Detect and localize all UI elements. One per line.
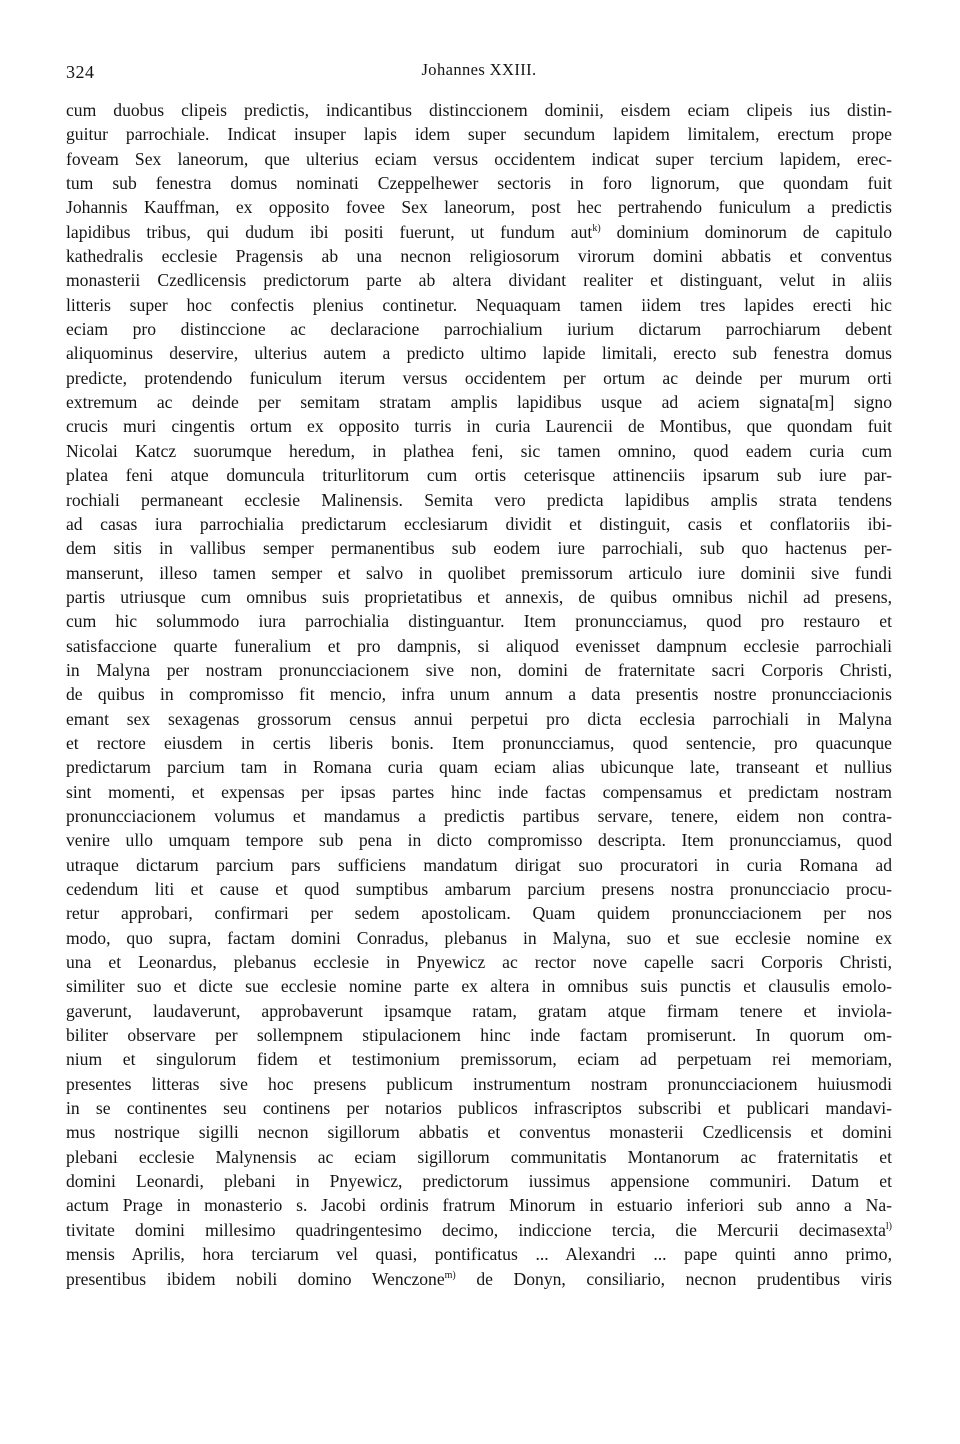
text-line: cum duobus clipeis predictis, indicantibus distinccionem dominii, eisdem eciam clipeis ius distin-	[66, 100, 892, 120]
text-line: nium et singulorum fidem et testimonium premissorum, eciam ad perpetuam rei memoriam,	[66, 1049, 892, 1070]
text-line: lapidibus tribus, qui dudum ibi positi fuerunt, ut fundum aut$^{k)}$ dominium dominorum de capitulo	[66, 221, 893, 242]
text-line: partis utriusque cum omnibus suis proprietatibus et annexis, de quibus omnibus nichil ad presens,	[66, 586, 892, 607]
text-line: ad casas iura parrochialia predictarum ecclesiarum dividit et distinguit, casis et conflatoriis ibi-	[66, 513, 892, 534]
text-line: in se continentes seu continens per notarios publicos infrascriptos subscribi et publicari mandavi-	[66, 1098, 892, 1119]
text-line: rochiali permaneant ecclesie Malinensis. Semita vero predicta lapidibus amplis strata tendens	[66, 489, 892, 510]
text-line: platea feni atque domuncula triturlitorum cum ortis ceterisque attinenciis ipsarum sub iure par-	[66, 465, 892, 486]
text-line: presentibus ibidem nobili domino Wenczone$^{m)}$ de Donyn, consiliario, necnon prudentibus viris	[66, 1268, 892, 1289]
text-line: Nicolai Katcz suorumque heredum, in plathea feni, sic tamen omnino, quod eadem curia cum	[66, 440, 892, 461]
text-line: cedendum liti et cause et quod sumptibus ambarum parcium presens nostra pronuncciacio procu-	[66, 879, 892, 899]
text-line: foveam Sex laneorum, que ulterius eciam versus occidentem indicat super tercium lapidem, erec-	[66, 148, 892, 169]
text-line: pronuncciacionem volumus et mandamus a predictis partibus servare, tenere, eidem non contra-	[66, 805, 892, 826]
text-line: mus nostrique sigilli necnon sigillorum abbatis et conventus monasterii Czedlicensis et domini	[66, 1122, 892, 1143]
running-head	[66, 56, 892, 96]
text-line: eciam pro distinccione ac declaracione parrochialium iurium dictarum parrochiarum debent	[66, 319, 892, 340]
text-line: domini Leonardi, plebani in Pnyewicz, predictorum iussimus appensione communiri. Datum et	[66, 1171, 892, 1192]
text-line: sint momenti, et expensas per ipsas partes hinc inde factas compensamus et predictam nostram	[66, 781, 892, 802]
text-line: de quibus in compromisso fit mencio, infra unum annum a data presentis nostre pronuncciacionis	[66, 684, 892, 705]
text-line: monasterii Czedlicensis predictorum parte ab altera dividant realiter et distinguant, velut in aliis	[66, 270, 892, 291]
text-line: dem sitis in vallibus semper permanentibus sub eodem iure parrochiali, sub quo hactenus per-	[66, 538, 892, 559]
text-line: tum sub fenestra domus nominati Czeppelhewer sectoris in foro lignorum, que quondam fuit	[66, 173, 892, 194]
text-line: extremum ac deinde per semitam stratam amplis lapidibus usque ad aciem signata[m] signo	[66, 392, 892, 413]
running-title: Johannes XXIII.	[421, 60, 537, 79]
text-line: cum hic solummodo iura parrochialia distinguantur. Item pronuncciamus, quod pro restauro et	[66, 611, 892, 632]
text-line: predicte, protendendo funiculum iterum versus occidentem per ortum ac deinde per murum orti	[66, 367, 892, 388]
text-line: una et Leonardus, plebanus ecclesie in Pnyewicz ac rector nove capelle sacri Corporis Christi,	[66, 952, 892, 973]
text-line: crucis muri cingentis ortum ex opposito turris in curia Laurencii de Montibus, que quondam fuit	[66, 416, 892, 437]
document-page	[66, 0, 892, 1291]
text-line: retur approbari, confirmari per sedem apostolicam. Quam quidem pronuncciacionem per nos	[66, 903, 892, 924]
text-line: aliquominus deservire, ulterius autem a predicto ultimo lapide limitali, erecto sub fenestra domus	[66, 343, 892, 364]
text-line: presentes litteras sive hoc presens publicum instrumentum nostram pronuncciacionem huiusmodi	[66, 1073, 892, 1094]
text-line: plebani ecclesie Malynensis ac eciam sigillorum communitatis Montanorum ac fraternitatis et	[66, 1146, 892, 1167]
footnote-marker: l)	[885, 1220, 892, 1232]
text-line: biliter observare per sollempnem stipulacionem hinc inde factam promiserunt. In quorum om-	[66, 1025, 892, 1046]
text-line: utraque dictarum parcium pars sufficiens mandatum dirigat suo procuratori in curia Romana ad	[66, 854, 892, 875]
text-line: in Malyna per nostram pronuncciacionem sive non, domini de fraternitate sacri Corporis Christi,	[66, 659, 892, 680]
text-line: predictarum parcium tam in Romana curia quam eciam alias ubicunque late, transeant et nullius	[66, 757, 892, 778]
text-line: litteris super hoc confectis plenius continetur. Nequaquam tamen iidem tres lapides erecti hic	[66, 294, 892, 315]
text-line: venire ullo umquam tempore sub pena in dicto compromisso descripta. Item pronuncciamus, quod	[66, 830, 892, 851]
text-line: guitur parrochiale. Indicat insuper lapis idem super secundum lapidem limitalem, erectum prope	[66, 124, 892, 145]
text-line: gaverunt, laudaverunt, approbaverunt ipsamque ratam, gratam atque firmam tenere et inviola-	[66, 1000, 892, 1021]
footnote-marker: m)	[444, 1269, 456, 1281]
text-line: mensis Aprilis, hora terciarum vel quasi, pontificatus ... Alexandri ... pape quinti anno primo,	[66, 1244, 892, 1265]
text-line: modo, quo supra, factam domini Conradus, plebanus in Malyna, suo et sue ecclesie nomine ex	[66, 927, 892, 948]
text-line: Johannis Kauffman, ex opposito fovee Sex laneorum, post hec pertrahendo funiculum a predictis	[66, 197, 892, 218]
text-line: actum Prage in monasterio s. Jacobi ordinis fratrum Minorum in estuario inferiori sub anno a Na-	[66, 1195, 892, 1216]
page-number: 324	[66, 62, 95, 82]
text-line: emant sex sexagenas grossorum census annui perpetui pro dicta ecclesia parrochiali in Malyna	[66, 708, 892, 729]
text-line: kathedralis ecclesie Pragensis ab una necnon religiosorum virorum domini abbatis et conventus	[66, 246, 892, 267]
text-line: et rectore eiusdem in certis liberis bonis. Item pronuncciamus, quod sentencie, pro quacunque	[66, 732, 892, 753]
text-line: tivitate domini millesimo quadringentesimo decimo, indiccione tercia, die Mercurii decimasexta$^{l)}$	[66, 1219, 892, 1240]
body-text	[66, 98, 892, 1291]
text-line: similiter suo et dicte sue ecclesie nomine parte ex altera in omnibus suis punctis et clausulis emolo-	[66, 976, 892, 997]
text-line: satisfaccione quarte funeralium et pro dampnis, si aliquod evenisset dampnum ecclesie parrochiali	[66, 635, 892, 656]
footnote-marker: k)	[592, 222, 601, 234]
text-line: manserunt, illeso tamen semper et salvo in quolibet premissorum articulo iure dominii sive fundi	[66, 562, 892, 583]
